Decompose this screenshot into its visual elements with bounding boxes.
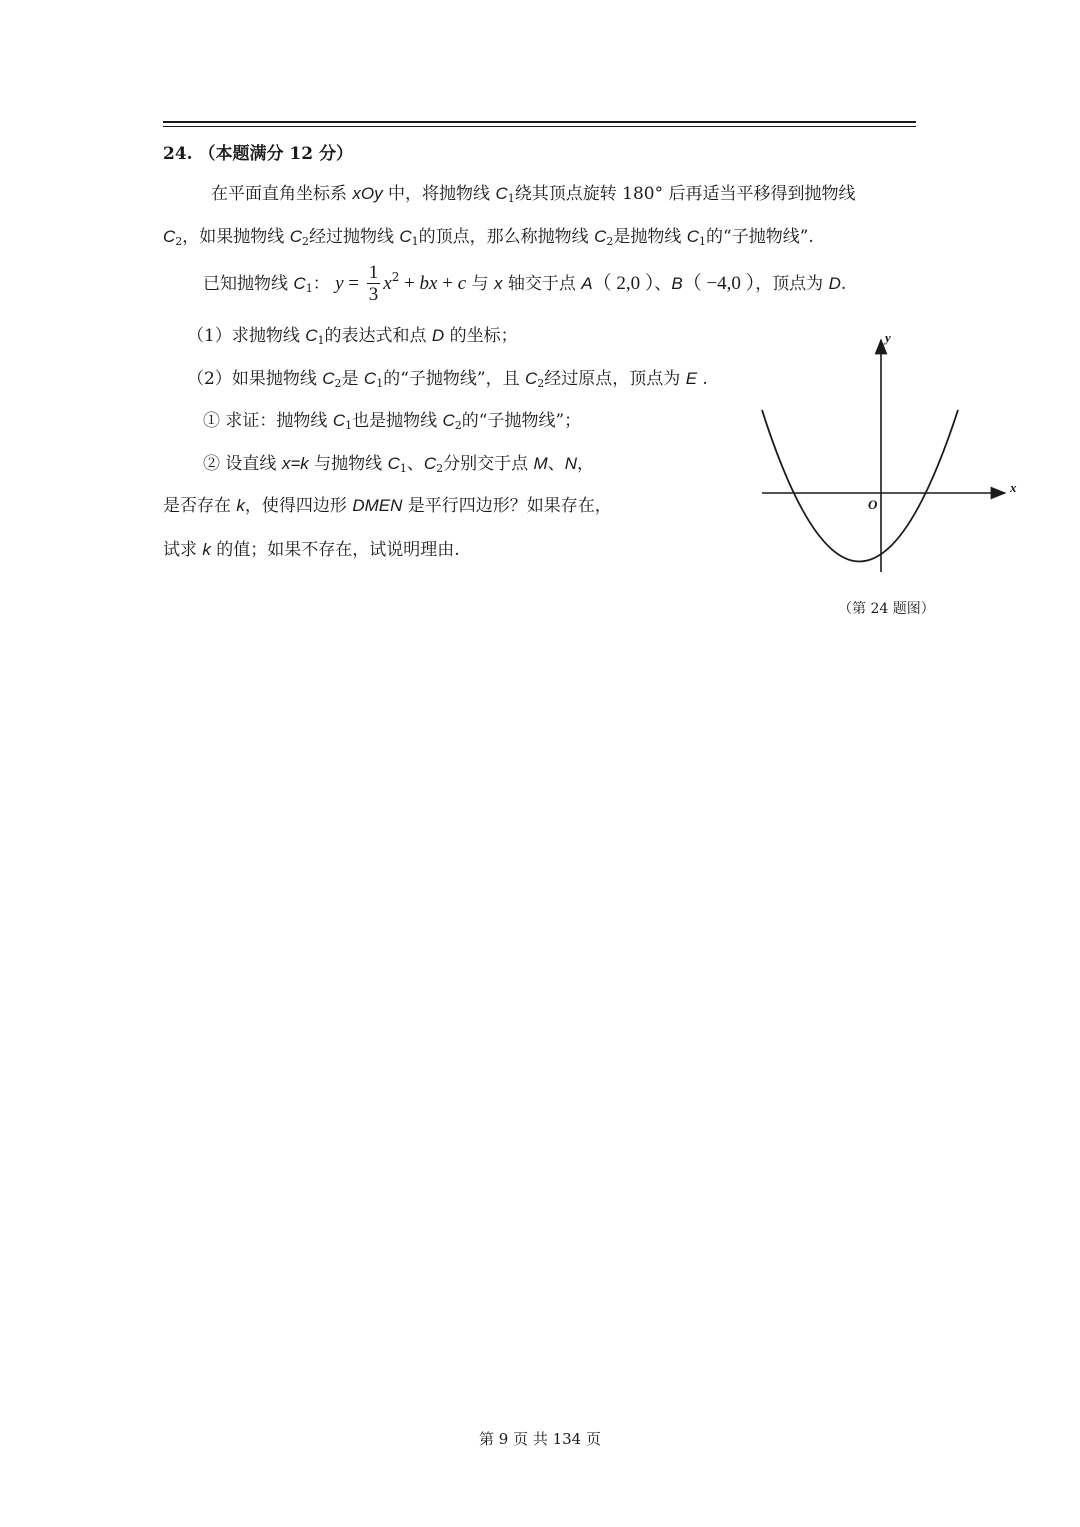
- origin-label: O: [868, 497, 878, 512]
- x-axis-label: x: [1010, 480, 1017, 495]
- y-axis-label: y: [885, 330, 891, 345]
- paragraph-definition-1: 在平面直角坐标系 xOy 中，将抛物线 $C_1$绕其顶点旋转 180° 后再适当平移得到抛物线: [211, 184, 856, 205]
- paragraph-definition-2: $C_2$，如果抛物线 $C_2$经过抛物线 $C_1$的顶点，那么称抛物线 $C_2$是抛物线 $C_1$的“子抛物线”.: [163, 227, 814, 248]
- paragraph-given-parabola: 已知抛物线 $C_1$： y = $\frac{1}{3}$ $x^2$ + bx + c 与 x 轴交于点 A（ 2,0 ）、B（ −4,0 ），顶点为 D.: [203, 262, 847, 305]
- fraction-one-third: $\frac{1}{3}$: [368, 262, 379, 305]
- page-number-footer: 第 9 页 共 134 页: [478, 1430, 601, 1448]
- question-part-2-2-continued: 是否存在 k，使得四边形 DMEN 是平行四边形？如果存在，: [163, 496, 612, 516]
- parabola-curve: [762, 410, 958, 562]
- question-part-2-2: ② 设直线 x=k 与抛物线 $C_1$、$C_2$分别交于点 M、N，: [203, 454, 594, 475]
- parabola-figure: [755, 328, 1025, 578]
- question-part-2: （2）如果抛物线 $C_2$是 $C_1$的“子抛物线”，且 $C_2$经过原点，顶点为 E .: [187, 369, 708, 390]
- question-part-2-2-end: 试求 k 的值；如果不存在，试说明理由.: [163, 540, 460, 560]
- question-title: 24. （本题满分 12 分）: [163, 144, 353, 164]
- question-part-2-1: ① 求证：抛物线 $C_1$也是抛物线 $C_2$的“子抛物线”；: [203, 411, 582, 432]
- question-part-1: （1）求抛物线 $C_1$的表达式和点 D 的坐标；: [187, 326, 518, 347]
- header-rule-thin: [163, 126, 916, 127]
- header-rule-thick: [163, 121, 916, 123]
- figure-caption: （第 24 题图）: [838, 601, 935, 617]
